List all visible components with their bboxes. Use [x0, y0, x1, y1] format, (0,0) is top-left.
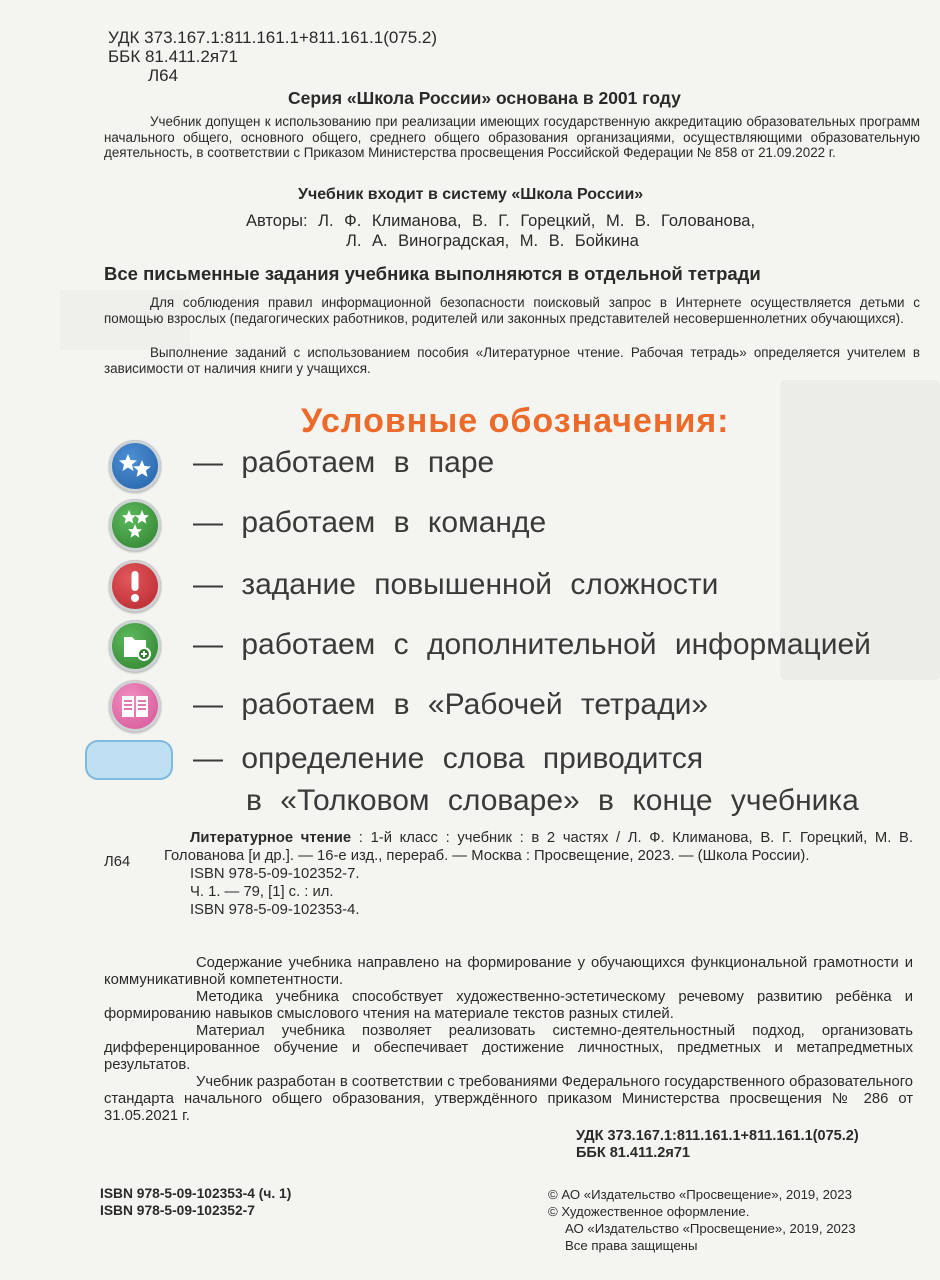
- udk-header: [108, 28, 437, 85]
- biblio-isbn-part: ISBN 978-5-09-102353-4.: [190, 902, 360, 918]
- team-stars-icon: [109, 499, 161, 551]
- legend-text-dictionary-1: — определение слова приводится: [193, 742, 704, 775]
- author-code: Л64: [148, 66, 179, 85]
- legend-title: Условные обозначения:: [301, 402, 730, 440]
- pair-stars-icon: [109, 440, 161, 492]
- bbk-footer-line: ББК 81.411.2я71: [576, 1145, 690, 1161]
- copyright-line-2: © Художественное оформление.: [548, 1204, 750, 1219]
- copyright-block: [548, 1186, 856, 1254]
- bbk-line: ББК 81.411.2я71: [108, 47, 238, 66]
- series-line: Серия «Школа России» основана в 2001 году: [288, 88, 681, 108]
- folder-plus-icon: [109, 620, 161, 672]
- legend-text-dictionary-2: в «Толковом словаре» в конце учебника: [246, 784, 859, 817]
- description-paragraph: Материал учебника позволяет реализовать системно-деятельностный подход, организовать дифференцированное обучение и обеспечивает достижение личностных, предметных и метапредметных результатов.: [104, 1023, 913, 1073]
- book-description: [104, 955, 913, 1125]
- biblio-isbn-full: ISBN 978-5-09-102352-7.: [190, 866, 360, 882]
- isbn-line-1: ISBN 978-5-09-102353-4 (ч. 1): [100, 1186, 292, 1201]
- biblio-code: Л64: [104, 854, 131, 870]
- isbn-block: [100, 1185, 291, 1219]
- dictionary-box-icon: [85, 740, 173, 780]
- copyright-line-4: Все права защищены: [565, 1238, 698, 1253]
- exclamation-icon: [109, 560, 161, 612]
- copyright-line-1: © АО «Издательство «Просвещение», 2019, 2023: [548, 1187, 852, 1202]
- workbook-text: Выполнение заданий с использованием пособия «Литературное чтение. Рабочая тетрадь» определяется учителем в зависимости от наличия книги у учащихся.: [104, 345, 920, 376]
- open-book-icon: [109, 680, 161, 732]
- legend-text-team: — работаем в команде: [193, 506, 547, 539]
- legend-text-workbook: — работаем в «Рабочей тетради»: [193, 688, 709, 721]
- safety-text: Для соблюдения правил информационной безопасности поисковый запрос в Интернете осуществляется детьми с помощью взрослых (педагогических работников, родителей или законных представителей несовершеннолетних обучающихся).: [104, 295, 920, 326]
- description-paragraph: Содержание учебника направлено на формирование у обучающихся функциональной грамотности и коммуникативной компетентности.: [104, 955, 913, 988]
- legend-text-hard: — задание повышенной сложности: [193, 568, 719, 601]
- approval-text: Учебник допущен к использованию при реализации имеющих государственную аккредитацию образовательных программ начального общего, основного общего, среднего общего образования организациями, осуществляющими образовательную деятельность, в соответствии с Приказом Министерства просвещения Российской Федерации № 858 от 21.09.2022 г.: [104, 114, 920, 161]
- copyright-line-3: АО «Издательство «Просвещение», 2019, 2023: [565, 1221, 856, 1236]
- isbn-line-2: ISBN 978-5-09-102352-7: [100, 1203, 255, 1218]
- legend-text-pair: — работаем в паре: [193, 446, 495, 479]
- biblio-part: Ч. 1. — 79, [1] с. : ил.: [190, 884, 334, 900]
- udk-footer: [576, 1128, 859, 1162]
- biblio-title: Литературное чтение: [190, 830, 352, 846]
- system-line: Учебник входит в систему «Школа России»: [298, 186, 644, 203]
- written-tasks-note: Все письменные задания учебника выполняются в отдельной тетради: [104, 263, 761, 284]
- authors-line-1: Авторы: Л. Ф. Климанова, В. Г. Горецкий, М. В. Голованова,: [246, 212, 756, 230]
- description-paragraph: Методика учебника способствует художественно-эстетическому речевому развитию ребёнка и формированию навыков смыслового чтения на материале текстов разных стилей.: [104, 989, 913, 1022]
- description-paragraph: Учебник разработан в соответствии с требованиями Федерального государственного образовательного стандарта начального общего образования, утверждённого приказом Министерства просвещения № 286 от 31.05.2021 г.: [104, 1074, 913, 1124]
- bibliographic-record: [104, 829, 913, 919]
- authors-line-2: Л. А. Виноградская, М. В. Бойкина: [346, 232, 639, 250]
- biblio-details: : 1-й класс : учебник : в 2 частях / Л. Ф. Климанова, В. Г. Горецкий, М. В. Голованова [и др.]. — 16-е изд., перераб. — Москва : Просвещение, 2023. — (Школа России).: [164, 830, 913, 864]
- udk-footer-line: УДК 373.167.1:811.161.1+811.161.1(075.2): [576, 1128, 859, 1144]
- authors: [246, 211, 755, 251]
- legend-text-extra-info: — работаем с дополнительной информацией: [193, 628, 871, 661]
- udk-line: УДК 373.167.1:811.161.1+811.161.1(075.2): [108, 28, 438, 47]
